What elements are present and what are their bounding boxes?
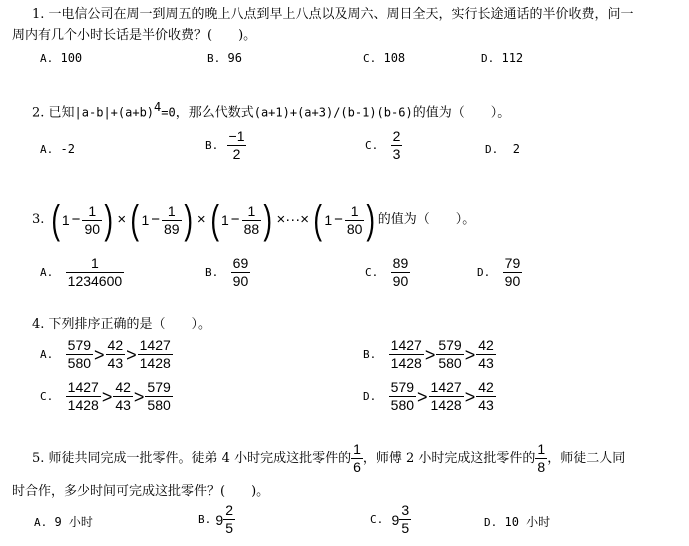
- mixed-whole: 9: [215, 511, 224, 528]
- numerator: 1: [88, 202, 97, 219]
- numerator: 579: [67, 337, 92, 353]
- fraction: [66, 379, 101, 414]
- minus-sign: −: [334, 211, 343, 228]
- left-paren: (: [210, 198, 219, 242]
- option-label: B.: [205, 138, 219, 152]
- right-paren: ): [263, 198, 273, 242]
- q4-option-c[interactable]: [40, 379, 173, 414]
- right-paren: ): [366, 198, 376, 242]
- fraction: [66, 337, 93, 372]
- q5-line2: 时合作，多少时间可完成这批零件？( )。: [12, 484, 270, 499]
- q2-suffix: 的值为（ ）。: [412, 105, 511, 121]
- fraction: [389, 379, 416, 414]
- numerator: 2: [392, 128, 401, 144]
- denominator: 43: [478, 397, 494, 413]
- numerator: 79: [504, 255, 521, 271]
- fraction: [66, 255, 125, 290]
- denominator: 43: [107, 355, 124, 371]
- q1-line1: 1. 一电信公司在周一到周五的晚上八点到早上八点以及周六、周日全天，实行长途通话的半价收费，问一: [32, 7, 634, 22]
- q4-option-b[interactable]: [363, 337, 496, 372]
- numerator: 1: [350, 202, 359, 219]
- numerator: 1: [353, 441, 361, 457]
- q1-option-b[interactable]: [207, 49, 242, 68]
- times-sign: ×: [196, 211, 206, 228]
- numerator: 42: [478, 337, 494, 353]
- fraction: [436, 337, 463, 372]
- q3-option-a[interactable]: [40, 255, 124, 290]
- option-value: 108: [383, 51, 406, 65]
- denominator: 580: [390, 397, 415, 413]
- numerator: 69: [232, 255, 249, 271]
- fraction: [351, 441, 363, 476]
- greater-than: >: [464, 386, 476, 407]
- fraction: [82, 203, 102, 238]
- minus-sign: −: [230, 211, 240, 228]
- greater-than: >: [94, 344, 105, 365]
- option-value: 96: [227, 51, 242, 65]
- left-paren: (: [313, 198, 322, 242]
- q2-expr2: =0: [161, 105, 176, 120]
- option-label: C.: [365, 265, 379, 279]
- left-paren: (: [130, 198, 140, 242]
- option-label: D.: [477, 265, 491, 279]
- denominator: 90: [392, 273, 409, 289]
- denominator: 580: [67, 355, 92, 371]
- q2-expr: |a-b|+(a+b): [74, 105, 155, 120]
- fraction: [391, 255, 411, 290]
- q3-stem: [32, 198, 475, 242]
- fraction: [138, 337, 173, 372]
- fraction: [231, 255, 251, 290]
- left-paren: (: [50, 198, 60, 242]
- denominator: 8: [537, 459, 546, 475]
- option-value: 10 小时: [504, 515, 551, 529]
- minus-sign: −: [151, 211, 160, 228]
- greater-than: >: [133, 386, 145, 407]
- denominator: 89: [164, 220, 180, 237]
- one: 1: [141, 212, 150, 228]
- fraction: [162, 203, 182, 238]
- numerator: 579: [438, 337, 462, 353]
- fraction: [535, 441, 547, 476]
- option-label: A.: [40, 347, 54, 361]
- numerator: 42: [107, 337, 124, 353]
- option-value: 2: [512, 142, 520, 156]
- q3-option-d[interactable]: [477, 255, 522, 290]
- option-label: B.: [363, 347, 377, 361]
- denominator: 6: [353, 459, 361, 475]
- denominator: 580: [147, 397, 171, 413]
- numerator: 1: [91, 255, 99, 271]
- q3-option-c[interactable]: [365, 255, 410, 290]
- denominator: 5: [225, 520, 233, 536]
- numerator: 1427: [67, 379, 99, 395]
- fraction: [113, 379, 133, 414]
- option-label: D.: [484, 516, 498, 529]
- fraction: [389, 337, 424, 372]
- minus-sign: −: [71, 211, 81, 228]
- q4-option-a[interactable]: [40, 337, 173, 372]
- q3-option-b[interactable]: [205, 255, 250, 290]
- option-value: 9 小时: [54, 515, 93, 529]
- numerator: 579: [147, 379, 171, 395]
- denominator: 43: [115, 397, 131, 413]
- denominator: 580: [438, 355, 462, 371]
- numerator: 1427: [139, 337, 171, 353]
- ellipsis-product: ×···×: [276, 211, 309, 228]
- option-label: C.: [40, 389, 54, 403]
- q2-expr3: (a+1)+(a+3)/(b-1)(b-6): [253, 105, 413, 120]
- right-paren: ): [183, 198, 193, 242]
- denominator: 90: [232, 273, 249, 289]
- option-value: 100: [60, 51, 83, 65]
- right-paren: ): [104, 198, 114, 242]
- denominator: 88: [243, 220, 260, 237]
- numerator: 89: [392, 255, 409, 271]
- numerator: 1427: [430, 379, 462, 395]
- numerator: 579: [390, 379, 415, 395]
- numerator: 3: [401, 502, 410, 518]
- option-value: 112: [501, 51, 524, 65]
- denominator: 43: [478, 355, 494, 371]
- fraction: [476, 337, 496, 372]
- fraction: [223, 502, 235, 537]
- option-label: B.: [205, 265, 219, 279]
- fraction: [503, 255, 523, 290]
- q4-option-d[interactable]: [363, 379, 496, 414]
- one: 1: [221, 212, 229, 228]
- option-label: D.: [363, 389, 377, 403]
- mixed-whole: 9: [391, 511, 400, 528]
- q5-part3: ，师徒二人同: [547, 450, 626, 466]
- q5-line1: [32, 441, 625, 476]
- denominator: 1234600: [67, 273, 123, 289]
- option-label: A.: [40, 265, 54, 279]
- q2-option-b[interactable]: [205, 128, 246, 163]
- q5-option-a[interactable]: [34, 513, 93, 532]
- q5-option-c[interactable]: [370, 502, 411, 537]
- greater-than: >: [101, 386, 113, 407]
- fraction: [145, 379, 172, 414]
- q2-exponent: 4: [154, 100, 162, 114]
- fraction: [242, 203, 262, 238]
- option-label: A.: [40, 52, 54, 65]
- greater-than: >: [126, 344, 137, 365]
- option-label: A.: [34, 516, 48, 529]
- q3-suffix: 的值为（ ）。: [377, 212, 476, 227]
- option-label: D.: [485, 143, 499, 156]
- greater-than: >: [417, 386, 428, 407]
- fraction: [345, 203, 365, 238]
- q2-prefix: 2. 已知: [32, 105, 75, 121]
- numerator: 2: [225, 502, 233, 518]
- denominator: 1428: [67, 397, 99, 413]
- fraction: [106, 337, 126, 372]
- numerator: 1427: [390, 337, 422, 353]
- q1-line2: 周内有几个小时长话是半价收费？( )。: [12, 28, 257, 43]
- option-label: B.: [207, 52, 221, 65]
- q5-option-b[interactable]: [198, 502, 235, 537]
- denominator: 2: [232, 146, 241, 162]
- fraction: [227, 128, 247, 163]
- fraction: [399, 502, 411, 537]
- denominator: 90: [504, 273, 521, 289]
- numerator: −1: [228, 128, 245, 144]
- times-sign: ×: [117, 211, 127, 228]
- numerator: 1: [167, 202, 176, 219]
- option-value: -2: [60, 142, 75, 156]
- q2-option-a[interactable]: [40, 140, 75, 159]
- fraction: [476, 379, 496, 414]
- option-label: D.: [481, 52, 495, 65]
- denominator: 1428: [430, 397, 462, 413]
- greater-than: >: [424, 344, 436, 365]
- option-label: C.: [363, 52, 377, 65]
- fraction: [391, 128, 403, 163]
- greater-than: >: [464, 344, 476, 365]
- denominator: 5: [401, 520, 410, 536]
- q5-option-d[interactable]: [484, 513, 550, 532]
- q1-option-a[interactable]: [40, 49, 82, 68]
- denominator: 80: [346, 220, 363, 237]
- option-label: C.: [370, 512, 384, 526]
- numerator: 42: [115, 379, 131, 395]
- q2-option-c[interactable]: [365, 128, 402, 163]
- option-label: A.: [40, 143, 54, 156]
- numerator: 42: [478, 379, 494, 395]
- numerator: 1: [537, 441, 546, 457]
- denominator: 1428: [139, 355, 171, 371]
- q2-option-d[interactable]: [485, 140, 520, 159]
- q3-prefix: 3.: [32, 212, 45, 227]
- q2-stem: [32, 98, 510, 122]
- q1-option-d[interactable]: [481, 49, 523, 68]
- denominator: 1428: [390, 355, 422, 371]
- numerator: 1: [247, 202, 256, 219]
- option-label: C.: [365, 138, 379, 152]
- q2-middle: ，那么代数式: [175, 105, 254, 121]
- q1-option-c[interactable]: [363, 49, 405, 68]
- one: 1: [61, 212, 70, 228]
- q4-stem: 4. 下列排序正确的是（ ）。: [32, 317, 212, 332]
- denominator: 3: [392, 146, 401, 162]
- q5-part2: ，师傅 2 小时完成这批零件的: [362, 450, 536, 466]
- one: 1: [324, 212, 333, 228]
- denominator: 90: [84, 220, 101, 237]
- q5-part1: 5. 师徒共同完成一批零件。徒弟 4 小时完成这批零件的: [32, 450, 352, 466]
- fraction: [429, 379, 464, 414]
- option-label: B.: [198, 512, 212, 526]
